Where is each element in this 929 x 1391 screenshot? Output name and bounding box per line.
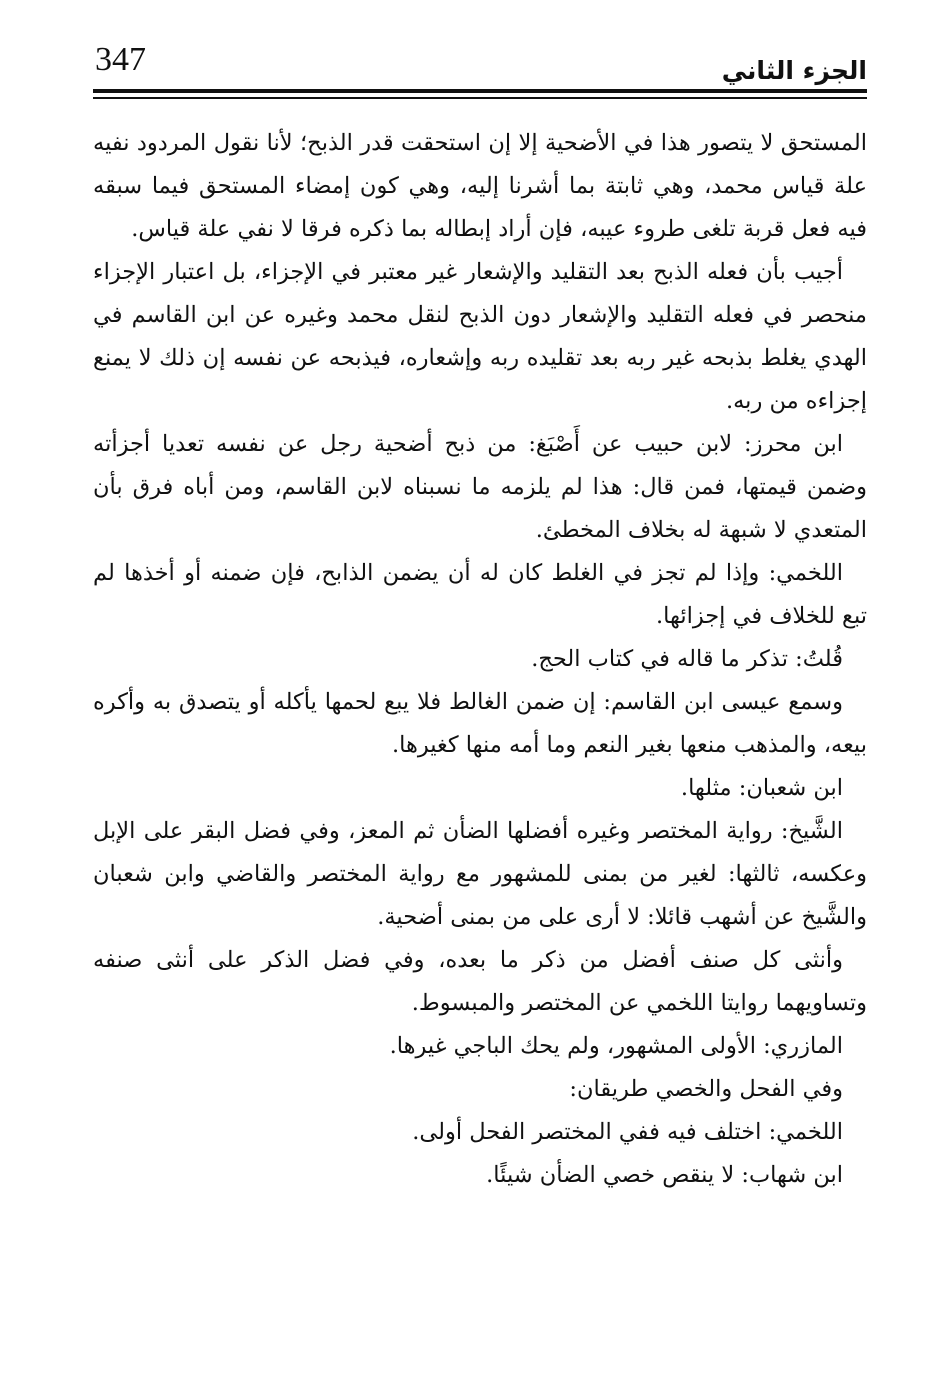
paragraph-3: ابن محرز: لابن حبيب عن أَصْبَغ: من ذبح أضحية رجل عن نفسه تعديا أجزأته وضمن قيمتها، فمن قال: هذا لم يلزمه ما نسبناه لابن القاسم، ومن أباه فرق بأن المتعدي لا شبهة له بخلاف المخطئ. [93,431,867,543]
page-number: 347 [95,41,146,78]
running-head: الجزء الثاني [721,56,867,85]
paragraph-10: المازري: الأولى المشهور، ولم يحك الباجي غيرها. [389,1033,843,1059]
paragraph-4: اللخمي: وإذا لم تجز في الغلط كان له أن يضمن الذابح، فإن ضمنه أو أخذها لم تبع للخلاف في إجزائها. [93,560,867,629]
paragraph-8: الشَّيخ: رواية المختصر وغيره أفضلها الضأن ثم المعز، وفي فضل البقر على الإبل وعكسه، ثالثها: لغير من بمنى للمشهور مع رواية المختصر والقاضي وابن شعبان والشَّيخ عن أشهب قائلا: لا أرى على من بمنى أضحية. [93,818,867,930]
paragraph-11: وفي الفحل والخصي طريقان: [569,1076,843,1102]
header-rule-thick [93,89,867,93]
paragraph-2: أجيب بأن فعله الذبح بعد التقليد والإشعار غير معتبر في الإجزاء، بل اعتبار الإجزاء منحصر في فعله التقليد والإشعار دون الذبح لنقل محمد وغيره عن ابن القاسم في الهدي يغلط بذبحه غير ربه بعد تقليده ربه وإشعاره، فيذبحه عن نفسه إن ذلك لا يمنع إجزاءه من ربه. [93,259,867,414]
paragraph-6: وسمع عيسى ابن القاسم: إن ضمن الغالط فلا يبع لحمها يأكله أو يتصدق به وأكره بيعه، والمذهب منعها بغير النعم وما أمه منها كغيرها. [93,689,867,758]
paragraph-5: قُلتُ: تذكر ما قاله في كتاب الحج. [531,646,843,672]
paragraph-1: المستحق لا يتصور هذا في الأضحية إلا إن استحقت قدر الذبح؛ لأنا نقول المردود نفيه علة قياس محمد، وهي ثابتة بما أشرنا إليه، وهي كون إمضاء المستحق فيما سبقه فيه فعل قربة تلغى طروء عيبه، فإن أراد إبطاله بما ذكره فرقا لا نفي علة قياس. [93,130,867,242]
paragraph-9: وأنثى كل صنف أفضل من ذكر ما بعده، وفي فضل الذكر على أنثى صنفه وتساويهما روايتا اللخمي عن المختصر والمبسوط. [93,947,867,1016]
paragraph-12: اللخمي: اختلف فيه ففي المختصر الفحل أولى. [412,1119,843,1145]
paragraph-13: ابن شهاب: لا ينقص خصي الضأن شيئًا. [486,1162,843,1188]
header-rule-thin [93,97,867,99]
body-text [93,122,867,1197]
paragraph-7: ابن شعبان: مثلها. [680,775,843,801]
